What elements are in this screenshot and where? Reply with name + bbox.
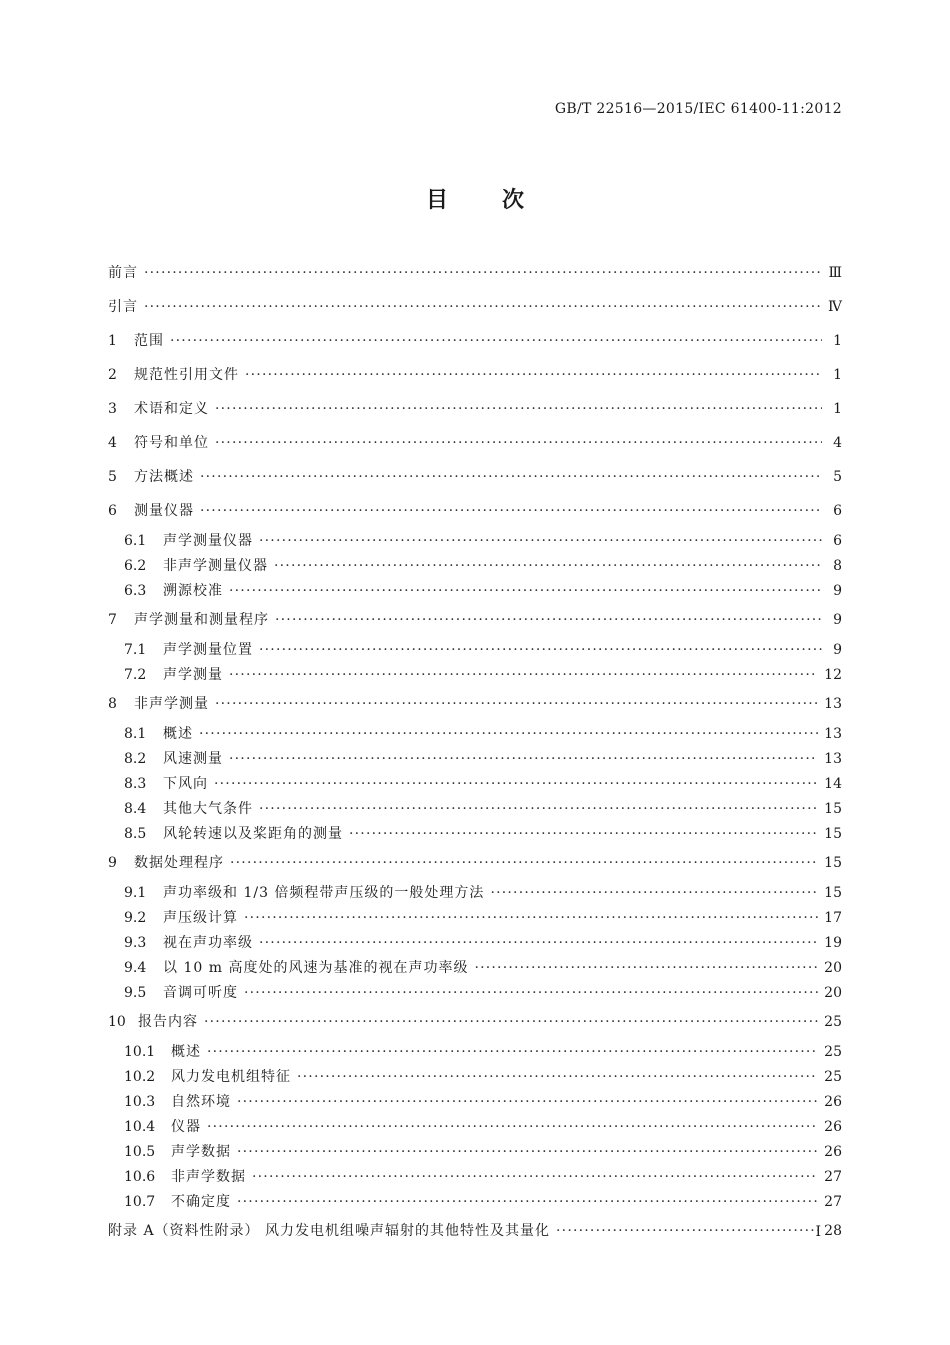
toc-entry-number: 1 (108, 333, 117, 349)
toc-entry[interactable] (108, 798, 842, 823)
toc-entry[interactable] (108, 496, 842, 530)
toc-leader-dots (556, 1223, 818, 1239)
toc-leader-dots (237, 1194, 818, 1210)
toc-entry-page: 27 (824, 1193, 842, 1210)
toc-entry[interactable] (108, 326, 842, 360)
toc-entry[interactable] (108, 292, 842, 326)
toc-entry-page: 13 (824, 725, 842, 742)
toc-entry[interactable] (108, 664, 842, 689)
toc-entry-title: 报告内容 (138, 1014, 198, 1030)
toc-leader-dots (252, 1169, 818, 1185)
toc-entry-number: 4 (108, 435, 117, 451)
toc-entry-page: 25 (824, 1014, 842, 1030)
toc-entry[interactable] (108, 1141, 842, 1166)
toc-entry[interactable] (108, 773, 842, 798)
toc-entry-page: 13 (824, 750, 842, 767)
toc-leader-dots (200, 503, 822, 519)
toc-entry-title: 前言 (108, 265, 138, 281)
toc-entry-title: 声学测量位置 (163, 641, 253, 658)
toc-entry[interactable] (108, 555, 842, 580)
toc-entry-number: 9.1 (124, 884, 147, 901)
toc-entry[interactable] (108, 848, 842, 882)
toc-entry[interactable] (108, 823, 842, 848)
toc-title (0, 183, 950, 214)
toc-entry[interactable] (108, 394, 842, 428)
toc-leader-dots (214, 776, 818, 792)
toc-entry[interactable] (108, 1116, 842, 1141)
toc-entry-page: 17 (824, 909, 842, 926)
toc-entry-title: 下风向 (163, 775, 208, 792)
toc-entry-number: 10.5 (124, 1143, 156, 1160)
toc-entry-page: 9 (833, 582, 842, 599)
toc-entry-page: 6 (833, 503, 842, 519)
toc-entry-page: 19 (824, 934, 842, 951)
toc-entry[interactable] (108, 748, 842, 773)
toc-entry-number: 8 (108, 696, 117, 712)
toc-entry[interactable] (108, 689, 842, 723)
toc-entry-page: 15 (824, 800, 842, 817)
toc-leader-dots (199, 726, 818, 742)
toc-entry-page: 25 (824, 1068, 842, 1085)
toc-entry-title: 其他大气条件 (163, 800, 253, 817)
toc-entry-title: 范围 (134, 333, 164, 349)
toc-entry-page: 1 (833, 333, 842, 349)
toc-leader-dots (259, 533, 822, 549)
toc-leader-dots (229, 583, 822, 599)
toc-leader-dots (204, 1014, 818, 1030)
toc-entry-number: 2 (108, 367, 117, 383)
toc-title-char-2: 次 (502, 187, 525, 213)
toc-entry-page: 15 (824, 825, 842, 842)
toc-leader-dots (207, 1044, 818, 1060)
toc-entry[interactable] (108, 982, 842, 1007)
toc-entry-page: 20 (824, 984, 842, 1001)
toc-entry[interactable] (108, 882, 842, 907)
toc-entry[interactable] (108, 1041, 842, 1066)
toc-entry-number: 8.4 (124, 800, 147, 817)
toc-entry-title: 概述 (171, 1043, 201, 1060)
toc-entry[interactable] (108, 1166, 842, 1191)
toc-entry-title: 声学测量 (163, 666, 223, 683)
toc-entry-title: 测量仪器 (134, 503, 194, 519)
toc-entry-title: 引言 (108, 299, 138, 315)
toc-entry-title: 声学测量仪器 (163, 532, 253, 549)
toc-entry-page: 6 (833, 532, 842, 549)
toc-entry-page: 20 (824, 959, 842, 976)
toc-entry-number: 9.5 (124, 984, 147, 1001)
toc-entry-page: 1 (833, 367, 842, 383)
toc-entry-title: 视在声功率级 (163, 934, 253, 951)
toc-entry-title: 声压级计算 (163, 909, 238, 926)
toc-entry[interactable] (108, 1007, 842, 1041)
toc-leader-dots (237, 1094, 818, 1110)
toc-leader-dots (230, 855, 818, 871)
toc-leader-dots (144, 299, 822, 315)
toc-leader-dots (215, 696, 818, 712)
toc-title-char-1: 目 (425, 187, 448, 213)
toc-entry-page: 25 (824, 1043, 842, 1060)
toc-entry-title: 术语和定义 (134, 401, 209, 417)
toc-entry-number: 6.1 (124, 532, 147, 549)
toc-entry[interactable] (108, 957, 842, 982)
toc-entry[interactable] (108, 428, 842, 462)
toc-entry[interactable] (108, 580, 842, 605)
toc-entry[interactable] (108, 1066, 842, 1091)
toc-entry-number: 9.3 (124, 934, 147, 951)
toc-entry-title: 不确定度 (171, 1193, 231, 1210)
toc-leader-dots (259, 935, 818, 951)
toc-entry[interactable] (108, 1091, 842, 1116)
toc-leader-dots (490, 885, 818, 901)
toc-leader-dots (474, 960, 818, 976)
toc-leader-dots (170, 333, 822, 349)
toc-leader-dots (215, 401, 822, 417)
toc-entry-title: 方法概述 (134, 469, 194, 485)
toc-entry-number: 3 (108, 401, 117, 417)
toc-entry-page: 12 (824, 666, 842, 683)
toc-entry-title: 溯源校准 (163, 582, 223, 599)
toc-entry-title: 非声学数据 (171, 1168, 246, 1185)
toc-entry[interactable] (108, 262, 842, 292)
toc-entry-page: 9 (833, 641, 842, 658)
toc-entry-page: 27 (824, 1168, 842, 1185)
toc-leader-dots (229, 751, 818, 767)
toc-entry-title: 仪器 (171, 1118, 201, 1135)
toc-leader-dots (229, 667, 818, 683)
toc-entry-number: 6 (108, 503, 117, 519)
toc-entry-title: 非声学测量 (134, 696, 209, 712)
toc-entry-page: Ⅳ (828, 299, 842, 315)
toc-entry-number: 6.3 (124, 582, 147, 599)
toc-entry-title: 风力发电机组特征 (171, 1068, 291, 1085)
toc-entry-page: 4 (833, 435, 842, 451)
toc-entry-title: 符号和单位 (134, 435, 209, 451)
toc-leader-dots (274, 558, 822, 574)
page-number: Ⅰ (815, 1224, 821, 1240)
toc-entry-number: 6.2 (124, 557, 147, 574)
toc-entry-title: 附录 A（资料性附录） 风力发电机组噪声辐射的其他特性及其量化 (108, 1223, 551, 1239)
toc-entry-number: 8.5 (124, 825, 147, 842)
toc-leader-dots (349, 826, 818, 842)
toc-entry[interactable] (108, 530, 842, 555)
toc-leader-dots (144, 265, 822, 281)
toc-leader-dots (259, 642, 822, 658)
toc-entry-number: 10.2 (124, 1068, 156, 1085)
toc-entry-number: 7.2 (124, 666, 147, 683)
toc-entry-number: 8.3 (124, 775, 147, 792)
toc-entry-number: 7.1 (124, 641, 147, 658)
toc-entry-page: 5 (833, 469, 842, 485)
toc-entry-number: 10.1 (124, 1043, 156, 1060)
toc-entry-page: 15 (824, 855, 842, 871)
toc-entry-title: 以 10 m 高度处的风速为基准的视在声功率级 (163, 959, 469, 976)
toc-entry-number: 9.2 (124, 909, 147, 926)
toc-entry[interactable] (108, 932, 842, 957)
toc-entry[interactable] (108, 360, 842, 394)
toc-entry-page: Ⅲ (828, 265, 842, 281)
toc-entry-page: 9 (833, 612, 842, 628)
toc-list (108, 262, 842, 1250)
toc-entry-number: 10.4 (124, 1118, 156, 1135)
toc-entry-number: 10.7 (124, 1193, 156, 1210)
toc-leader-dots (259, 801, 818, 817)
toc-entry-number: 8.2 (124, 750, 147, 767)
toc-entry-page: 26 (824, 1143, 842, 1160)
toc-entry-title: 风速测量 (163, 750, 223, 767)
toc-entry-page: 26 (824, 1118, 842, 1135)
toc-entry-number: 10.3 (124, 1093, 156, 1110)
toc-leader-dots (244, 910, 818, 926)
toc-entry-page: 14 (824, 775, 842, 792)
toc-entry-number: 8.1 (124, 725, 147, 742)
toc-entry[interactable] (108, 1216, 842, 1250)
toc-entry-number: 9 (108, 855, 117, 871)
toc-entry-title: 声学数据 (171, 1143, 231, 1160)
toc-entry[interactable] (108, 462, 842, 496)
toc-entry-title: 非声学测量仪器 (163, 557, 268, 574)
toc-entry[interactable] (108, 639, 842, 664)
toc-leader-dots (245, 367, 822, 383)
toc-entry[interactable] (108, 605, 842, 639)
toc-leader-dots (297, 1069, 818, 1085)
toc-leader-dots (237, 1144, 818, 1160)
toc-leader-dots (244, 985, 818, 1001)
toc-entry-title: 概述 (163, 725, 193, 742)
toc-entry-number: 9.4 (124, 959, 147, 976)
toc-entry-page: 13 (824, 696, 842, 712)
toc-entry-title: 声功率级和 1/3 倍频程带声压级的一般处理方法 (163, 884, 485, 901)
toc-entry-page: 8 (833, 557, 842, 574)
toc-entry-title: 风轮转速以及桨距角的测量 (163, 825, 343, 842)
standard-number-header: GB/T 22516—2015/IEC 61400-11:2012 (554, 101, 842, 117)
toc-entry-number: 10 (108, 1014, 126, 1030)
toc-entry-title: 数据处理程序 (134, 855, 224, 871)
toc-entry-number: 5 (108, 469, 117, 485)
toc-entry-page: 26 (824, 1093, 842, 1110)
toc-entry[interactable] (108, 723, 842, 748)
toc-entry-page: 15 (824, 884, 842, 901)
toc-entry[interactable] (108, 907, 842, 932)
toc-entry-title: 自然环境 (171, 1093, 231, 1110)
toc-entry[interactable] (108, 1191, 842, 1216)
toc-entry-title: 音调可听度 (163, 984, 238, 1001)
toc-entry-title: 声学测量和测量程序 (134, 612, 269, 628)
toc-entry-page: 28 (824, 1223, 842, 1239)
toc-leader-dots (200, 469, 822, 485)
toc-leader-dots (207, 1119, 818, 1135)
toc-entry-number: 7 (108, 612, 117, 628)
toc-entry-page: 1 (833, 401, 842, 417)
toc-entry-title: 规范性引用文件 (134, 367, 239, 383)
toc-entry-number: 10.6 (124, 1168, 156, 1185)
toc-leader-dots (215, 435, 822, 451)
toc-leader-dots (275, 612, 822, 628)
